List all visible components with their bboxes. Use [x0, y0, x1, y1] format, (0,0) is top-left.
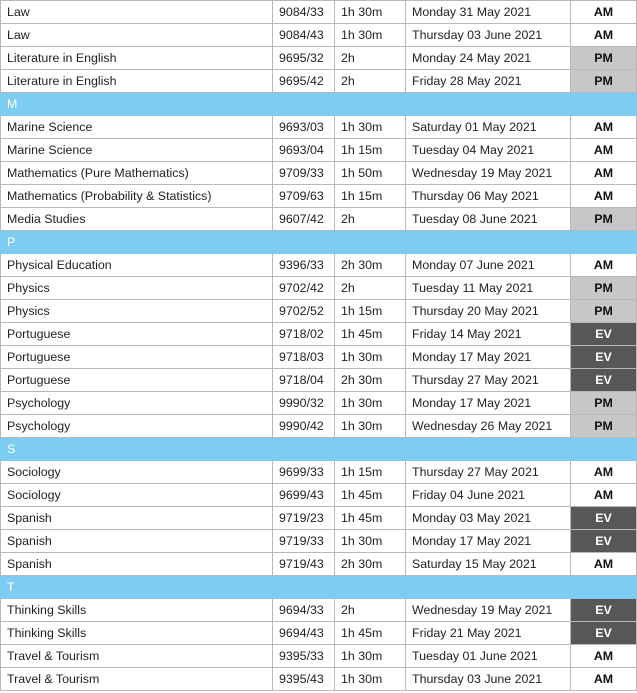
duration-cell: 1h 45m	[335, 507, 406, 530]
duration-cell: 1h 45m	[335, 323, 406, 346]
date-cell: Monday 17 May 2021	[406, 346, 571, 369]
session-badge: AM	[571, 645, 637, 668]
duration-cell: 1h 30m	[335, 530, 406, 553]
code-cell: 9990/42	[273, 415, 335, 438]
subject-cell: Spanish	[1, 507, 273, 530]
duration-cell: 1h 15m	[335, 139, 406, 162]
duration-cell: 2h 30m	[335, 254, 406, 277]
code-cell: 9718/04	[273, 369, 335, 392]
subject-cell: Marine Science	[1, 116, 273, 139]
date-cell: Friday 21 May 2021	[406, 622, 571, 645]
code-cell: 9719/33	[273, 530, 335, 553]
date-cell: Tuesday 08 June 2021	[406, 208, 571, 231]
table-row	[1, 139, 637, 162]
section-letter: P	[1, 231, 637, 254]
duration-cell: 1h 30m	[335, 645, 406, 668]
duration-cell: 2h	[335, 208, 406, 231]
date-cell: Tuesday 01 June 2021	[406, 645, 571, 668]
session-badge: EV	[571, 346, 637, 369]
session-badge: PM	[571, 47, 637, 70]
date-cell: Tuesday 11 May 2021	[406, 277, 571, 300]
code-cell: 9694/43	[273, 622, 335, 645]
table-row	[1, 484, 637, 507]
date-cell: Monday 17 May 2021	[406, 530, 571, 553]
duration-cell: 1h 15m	[335, 185, 406, 208]
date-cell: Wednesday 19 May 2021	[406, 162, 571, 185]
duration-cell: 2h	[335, 277, 406, 300]
subject-cell: Sociology	[1, 461, 273, 484]
subject-cell: Psychology	[1, 392, 273, 415]
code-cell: 9718/02	[273, 323, 335, 346]
table-row	[1, 645, 637, 668]
table-row	[1, 116, 637, 139]
duration-cell: 1h 45m	[335, 484, 406, 507]
session-badge: AM	[571, 139, 637, 162]
subject-cell: Law	[1, 24, 273, 47]
subject-cell: Psychology	[1, 415, 273, 438]
subject-cell: Portuguese	[1, 346, 273, 369]
date-cell: Wednesday 19 May 2021	[406, 599, 571, 622]
session-badge: PM	[571, 415, 637, 438]
table-row	[1, 530, 637, 553]
date-cell: Thursday 06 May 2021	[406, 185, 571, 208]
table-row	[1, 622, 637, 645]
duration-cell: 1h 30m	[335, 415, 406, 438]
table-row	[1, 277, 637, 300]
session-badge: AM	[571, 162, 637, 185]
code-cell: 9702/52	[273, 300, 335, 323]
code-cell: 9693/03	[273, 116, 335, 139]
table-row	[1, 185, 637, 208]
table-row	[1, 1, 637, 24]
code-cell: 9699/33	[273, 461, 335, 484]
code-cell: 9693/04	[273, 139, 335, 162]
code-cell: 9709/63	[273, 185, 335, 208]
date-cell: Monday 24 May 2021	[406, 47, 571, 70]
table-row	[1, 461, 637, 484]
code-cell: 9694/33	[273, 599, 335, 622]
table-row	[1, 47, 637, 70]
table-row	[1, 300, 637, 323]
date-cell: Tuesday 04 May 2021	[406, 139, 571, 162]
session-badge: PM	[571, 300, 637, 323]
subject-cell: Spanish	[1, 553, 273, 576]
table-row	[1, 507, 637, 530]
duration-cell: 2h	[335, 47, 406, 70]
duration-cell: 1h 50m	[335, 162, 406, 185]
subject-cell: Portuguese	[1, 369, 273, 392]
table-row	[1, 553, 637, 576]
subject-cell: Portuguese	[1, 323, 273, 346]
date-cell: Saturday 15 May 2021	[406, 553, 571, 576]
session-badge: AM	[571, 254, 637, 277]
letter-divider-row	[1, 438, 637, 461]
session-badge: PM	[571, 208, 637, 231]
table-row	[1, 369, 637, 392]
session-badge: EV	[571, 530, 637, 553]
session-badge: EV	[571, 369, 637, 392]
date-cell: Wednesday 26 May 2021	[406, 415, 571, 438]
duration-cell: 1h 15m	[335, 461, 406, 484]
code-cell: 9709/33	[273, 162, 335, 185]
session-badge: AM	[571, 668, 637, 691]
date-cell: Thursday 03 June 2021	[406, 668, 571, 691]
code-cell: 9084/43	[273, 24, 335, 47]
subject-cell: Literature in English	[1, 47, 273, 70]
code-cell: 9990/32	[273, 392, 335, 415]
duration-cell: 1h 30m	[335, 116, 406, 139]
session-badge: AM	[571, 553, 637, 576]
subject-cell: Mathematics (Pure Mathematics)	[1, 162, 273, 185]
date-cell: Saturday 01 May 2021	[406, 116, 571, 139]
subject-cell: Sociology	[1, 484, 273, 507]
letter-divider-row	[1, 93, 637, 116]
date-cell: Thursday 27 May 2021	[406, 369, 571, 392]
letter-divider-row	[1, 576, 637, 599]
duration-cell: 1h 15m	[335, 300, 406, 323]
duration-cell: 1h 30m	[335, 668, 406, 691]
session-badge: EV	[571, 599, 637, 622]
table-row	[1, 415, 637, 438]
session-badge: AM	[571, 185, 637, 208]
subject-cell: Marine Science	[1, 139, 273, 162]
subject-cell: Physical Education	[1, 254, 273, 277]
subject-cell: Law	[1, 1, 273, 24]
session-badge: EV	[571, 622, 637, 645]
duration-cell: 2h 30m	[335, 369, 406, 392]
code-cell: 9695/32	[273, 47, 335, 70]
date-cell: Friday 14 May 2021	[406, 323, 571, 346]
subject-cell: Thinking Skills	[1, 599, 273, 622]
code-cell: 9395/43	[273, 668, 335, 691]
table-row	[1, 70, 637, 93]
code-cell: 9719/23	[273, 507, 335, 530]
session-badge: EV	[571, 323, 637, 346]
date-cell: Monday 03 May 2021	[406, 507, 571, 530]
code-cell: 9396/33	[273, 254, 335, 277]
subject-cell: Thinking Skills	[1, 622, 273, 645]
session-badge: AM	[571, 24, 637, 47]
section-letter: M	[1, 93, 637, 116]
section-letter: T	[1, 576, 637, 599]
session-badge: PM	[571, 70, 637, 93]
table-row	[1, 254, 637, 277]
table-row	[1, 208, 637, 231]
duration-cell: 1h 30m	[335, 1, 406, 24]
table-row	[1, 668, 637, 691]
table-row	[1, 24, 637, 47]
duration-cell: 1h 30m	[335, 24, 406, 47]
duration-cell: 2h 30m	[335, 553, 406, 576]
date-cell: Monday 17 May 2021	[406, 392, 571, 415]
session-badge: AM	[571, 461, 637, 484]
table-row	[1, 392, 637, 415]
duration-cell: 1h 30m	[335, 346, 406, 369]
table-row	[1, 162, 637, 185]
subject-cell: Travel & Tourism	[1, 668, 273, 691]
subject-cell: Mathematics (Probability & Statistics)	[1, 185, 273, 208]
duration-cell: 1h 30m	[335, 392, 406, 415]
table-row	[1, 323, 637, 346]
session-badge: AM	[571, 1, 637, 24]
code-cell: 9607/42	[273, 208, 335, 231]
code-cell: 9718/03	[273, 346, 335, 369]
session-badge: EV	[571, 507, 637, 530]
code-cell: 9084/33	[273, 1, 335, 24]
date-cell: Thursday 03 June 2021	[406, 24, 571, 47]
subject-cell: Physics	[1, 277, 273, 300]
letter-divider-row	[1, 231, 637, 254]
session-badge: PM	[571, 277, 637, 300]
date-cell: Friday 28 May 2021	[406, 70, 571, 93]
session-badge: AM	[571, 484, 637, 507]
table-row	[1, 599, 637, 622]
table-row	[1, 346, 637, 369]
code-cell: 9702/42	[273, 277, 335, 300]
duration-cell: 2h	[335, 599, 406, 622]
code-cell: 9695/42	[273, 70, 335, 93]
section-letter: S	[1, 438, 637, 461]
duration-cell: 1h 45m	[335, 622, 406, 645]
date-cell: Monday 07 June 2021	[406, 254, 571, 277]
subject-cell: Physics	[1, 300, 273, 323]
subject-cell: Travel & Tourism	[1, 645, 273, 668]
date-cell: Monday 31 May 2021	[406, 1, 571, 24]
subject-cell: Media Studies	[1, 208, 273, 231]
subject-cell: Spanish	[1, 530, 273, 553]
code-cell: 9699/43	[273, 484, 335, 507]
duration-cell: 2h	[335, 70, 406, 93]
timetable-body	[1, 1, 637, 691]
code-cell: 9395/33	[273, 645, 335, 668]
date-cell: Friday 04 June 2021	[406, 484, 571, 507]
subject-cell: Literature in English	[1, 70, 273, 93]
date-cell: Thursday 20 May 2021	[406, 300, 571, 323]
session-badge: AM	[571, 116, 637, 139]
session-badge: PM	[571, 392, 637, 415]
date-cell: Thursday 27 May 2021	[406, 461, 571, 484]
code-cell: 9719/43	[273, 553, 335, 576]
